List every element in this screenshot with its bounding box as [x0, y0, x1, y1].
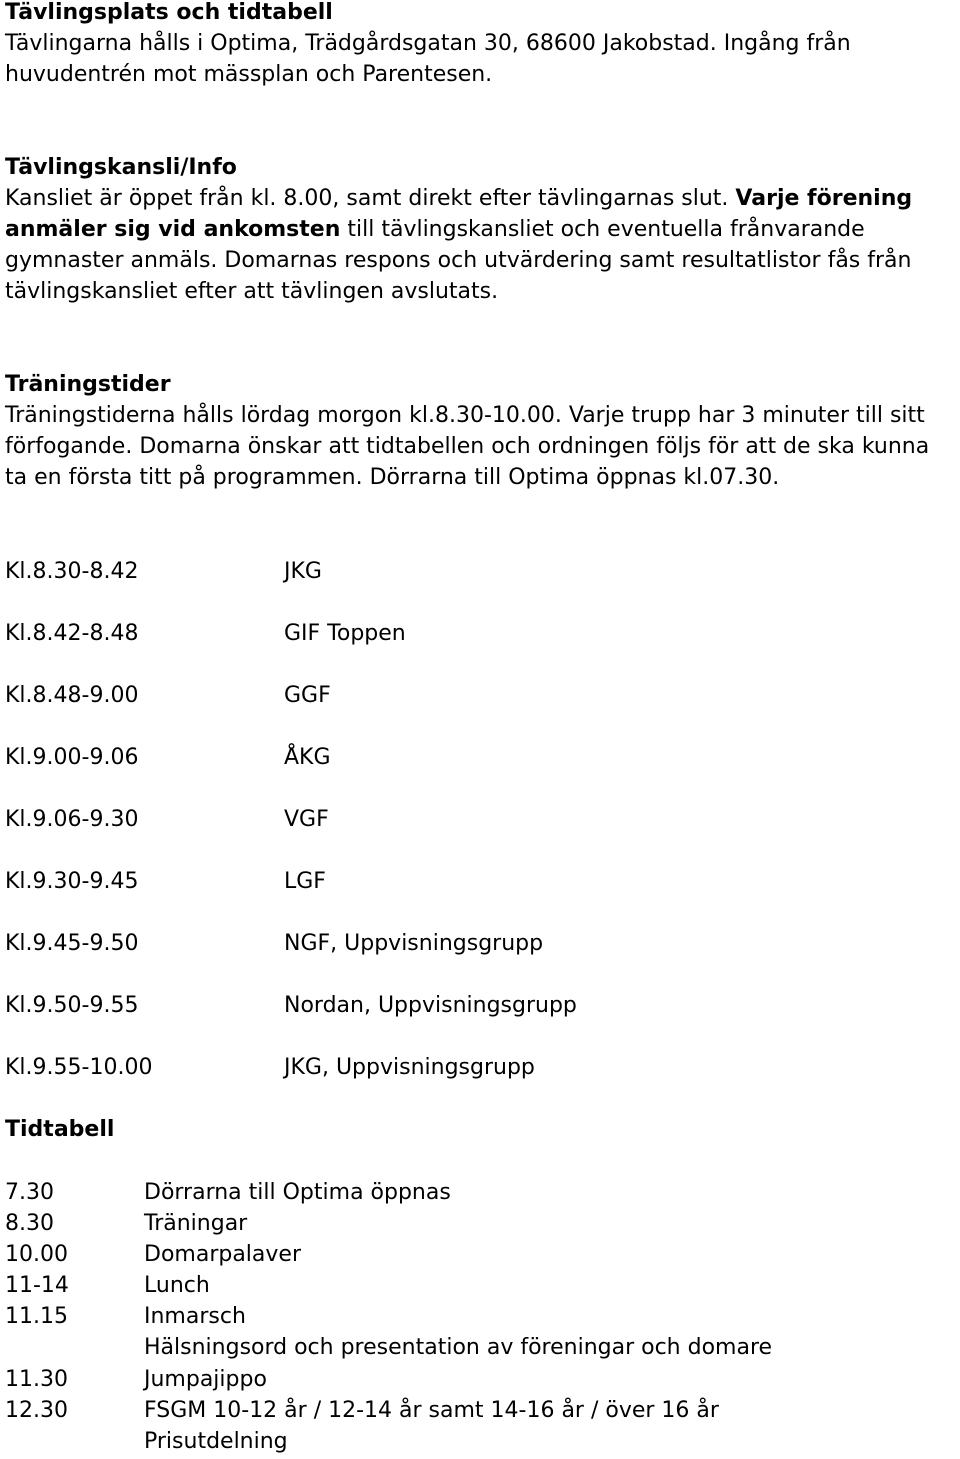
- timetable-time: 11.15: [5, 1304, 68, 1329]
- training-text-line-1: Träningstiderna hålls lördag morgon kl.8.30-10.00. Varje trupp har 3 minuter till sitt: [5, 403, 925, 428]
- timetable-event: Träningar: [144, 1211, 248, 1236]
- slot-time: Kl.9.55-10.00: [5, 1055, 153, 1080]
- slot-time: Kl.9.06-9.30: [5, 807, 139, 832]
- timetable-event: Jumpajippo: [144, 1367, 267, 1392]
- slot-group: JKG: [284, 559, 322, 584]
- slot-time: Kl.8.48-9.00: [5, 683, 139, 708]
- timetable-time: 11.30: [5, 1367, 68, 1392]
- venue-heading: Tävlingsplats och tidtabell: [5, 0, 333, 25]
- venue-text-line-1: Tävlingarna hålls i Optima, Trädgårdsgatan 30, 68600 Jakobstad. Ingång från: [5, 31, 851, 56]
- timetable-event: Domarpalaver: [144, 1242, 301, 1267]
- office-text-line-4: tävlingskansliet efter att tävlingen avslutats.: [5, 279, 499, 304]
- office-heading: Tävlingskansli/Info: [5, 155, 237, 180]
- slot-group: VGF: [284, 807, 329, 832]
- slot-group: NGF, Uppvisningsgrupp: [284, 931, 544, 956]
- slot-time: Kl.9.50-9.55: [5, 993, 139, 1018]
- slot-group: GGF: [284, 683, 331, 708]
- slot-group: JKG, Uppvisningsgrupp: [284, 1055, 535, 1080]
- timetable-heading: Tidtabell: [5, 1117, 115, 1142]
- office-text-line-2: anmäler sig vid ankomsten till tävlingskansliet och eventuella frånvarande: [5, 217, 865, 242]
- slot-group: GIF Toppen: [284, 621, 406, 646]
- timetable-event: Lunch: [144, 1273, 210, 1298]
- slot-time: Kl.8.42-8.48: [5, 621, 139, 646]
- timetable-event: Inmarsch: [144, 1304, 246, 1329]
- slot-group: LGF: [284, 869, 326, 894]
- training-text-line-2: förfogande. Domarna önskar att tidtabellen och ordningen följs för att de ska kunna: [5, 434, 930, 459]
- timetable-event: FSGM 10-12 år / 12-14 år samt 14-16 år / över 16 år: [144, 1398, 719, 1423]
- slot-group: Nordan, Uppvisningsgrupp: [284, 993, 577, 1018]
- timetable-time: 12.30: [5, 1398, 68, 1423]
- training-heading: Träningstider: [5, 372, 171, 397]
- timetable-event: Hälsningsord och presentation av föreningar och domare: [144, 1335, 773, 1360]
- slot-time: Kl.9.00-9.06: [5, 745, 139, 770]
- timetable-time: 10.00: [5, 1242, 68, 1267]
- slot-time: Kl.8.30-8.42: [5, 559, 139, 584]
- timetable-time: 7.30: [5, 1180, 54, 1205]
- slot-time: Kl.9.45-9.50: [5, 931, 139, 956]
- slot-group: ÅKG: [284, 745, 331, 770]
- timetable-time: 11-14: [5, 1273, 69, 1298]
- training-text-line-3: ta en första titt på programmen. Dörrarna till Optima öppnas kl.07.30.: [5, 465, 780, 490]
- venue-text-line-2: huvudentrén mot mässplan och Parentesen.: [5, 62, 493, 87]
- slot-time: Kl.9.30-9.45: [5, 869, 139, 894]
- timetable-event: Dörrarna till Optima öppnas: [144, 1180, 451, 1205]
- timetable-event: Prisutdelning: [144, 1429, 288, 1454]
- office-text-line-1: Kansliet är öppet från kl. 8.00, samt direkt efter tävlingarnas slut. Varje förening: [5, 186, 913, 211]
- office-text-line-3: gymnaster anmäls. Domarnas respons och utvärdering samt resultatlistor fås från: [5, 248, 912, 273]
- timetable-time: 8.30: [5, 1211, 54, 1236]
